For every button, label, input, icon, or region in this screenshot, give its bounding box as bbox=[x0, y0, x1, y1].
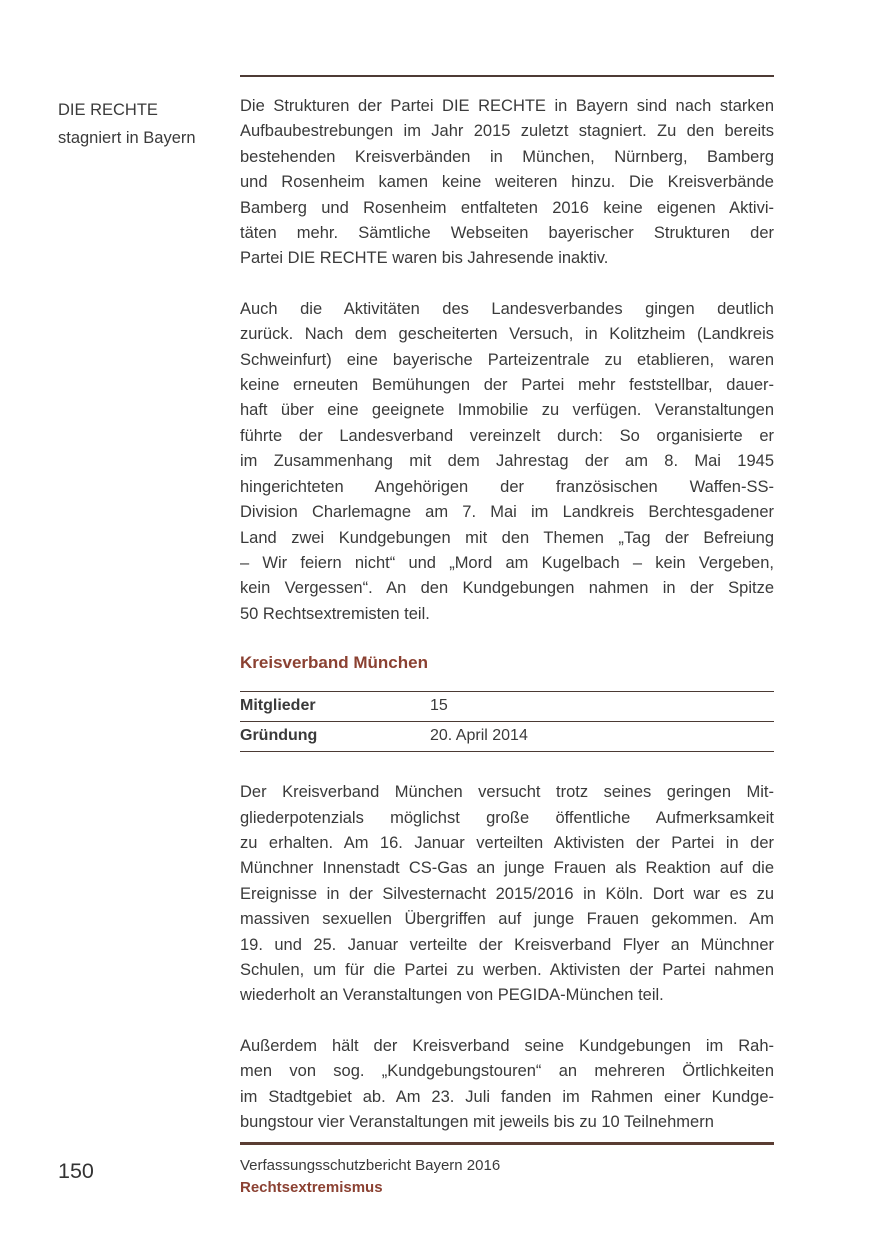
text-line: im Stadtgebiet ab. Am 23. Juli fanden im Rahmen einer Kundge- bbox=[240, 1087, 774, 1106]
text-line: men von sog. „Kundgebungstouren“ an mehreren Örtlichkeiten bbox=[240, 1062, 774, 1081]
text-line: Schweinfurt) eine bayerische Parteizentrale zu etablieren, waren bbox=[240, 350, 774, 369]
table-row-label: Mitglieder bbox=[240, 697, 316, 715]
text-line: DIE RECHTE bbox=[58, 101, 158, 119]
text-line: haft über eine geeignete Immobilie zu verfügen. Veranstaltungen bbox=[240, 401, 774, 420]
text-line: führte der Landesverband vereinzelt durch: So organisierte er bbox=[240, 426, 774, 445]
main-text-column bbox=[240, 94, 774, 1160]
text-line: keine erneuten Bemühungen der Partei mehr feststellbar, dauer- bbox=[240, 376, 774, 395]
footer-rule bbox=[240, 1142, 774, 1145]
footer-section-label: Rechtsextremismus bbox=[240, 1179, 383, 1196]
text-line: Der Kreisverband München versucht trotz seines geringen Mit- bbox=[240, 783, 774, 802]
table-row bbox=[240, 692, 774, 722]
text-line: bestehenden Kreisverbänden in München, Nürnberg, Bamberg bbox=[240, 147, 774, 166]
text-line: 50 Rechtsextremisten teil. bbox=[240, 604, 430, 623]
footer-report-title: Verfassungsschutzbericht Bayern 2016 bbox=[240, 1157, 501, 1174]
text-line: und Rosenheim kamen keine weiteren hinzu. Die Kreisverbände bbox=[240, 173, 774, 192]
paragraph bbox=[240, 1034, 774, 1136]
text-line: hingerichteten Angehörigen der französischen Waffen-SS- bbox=[240, 477, 774, 496]
text-line: Die Strukturen der Partei DIE RECHTE in Bayern sind nach starken bbox=[240, 97, 774, 115]
text-line: kein Vergessen“. An den Kundgebungen nahmen in der Spitze bbox=[240, 579, 774, 598]
text-line: Land zwei Kundgebungen mit den Themen „Tag der Befreiung bbox=[240, 528, 774, 547]
text-line: täten mehr. Sämtliche Webseiten bayerischer Strukturen der bbox=[240, 224, 774, 243]
text-line: Auch die Aktivitäten des Landesverbandes gingen deutlich bbox=[240, 299, 774, 318]
text-line: – Wir feiern nicht“ und „Mord am Kugelbach – kein Vergeben, bbox=[240, 553, 774, 572]
paragraph bbox=[240, 94, 774, 272]
text-line: Außerdem hält der Kreisverband seine Kundgebungen im Rah- bbox=[240, 1036, 774, 1055]
text-line: stagniert in Bayern bbox=[58, 129, 196, 147]
text-line: Ereignisse in der Silvesternacht 2015/2016 in Köln. Dort war es zu bbox=[240, 884, 774, 903]
text-line: im Zusammenhang mit dem Jahrestag der am 8. Mai 1945 bbox=[240, 452, 774, 471]
text-line: 19. und 25. Januar verteilte der Kreisverband Flyer an Münchner bbox=[240, 935, 774, 954]
table-row-value: 20. April 2014 bbox=[430, 727, 528, 745]
section-heading: Kreisverband München bbox=[240, 653, 428, 673]
text-line: Schulen, um für die Partei zu werben. Aktivisten der Partei nahmen bbox=[240, 960, 774, 979]
text-line: gliederpotenzials möglichst große öffentliche Aufmerksamkeit bbox=[240, 808, 774, 827]
table-row-label: Gründung bbox=[240, 727, 318, 745]
text-line: wiederholt an Veranstaltungen von PEGIDA-München teil. bbox=[240, 986, 664, 1005]
paragraph bbox=[240, 780, 774, 1009]
info-table bbox=[240, 691, 774, 752]
paragraph bbox=[240, 297, 774, 627]
table-row-value: 15 bbox=[430, 697, 448, 715]
text-line: zu erhalten. Am 16. Januar verteilten Aktivisten der Partei in der bbox=[240, 833, 774, 852]
text-line: Bamberg und Rosenheim entfalteten 2016 keine eigenen Aktivi- bbox=[240, 198, 774, 217]
table-row bbox=[240, 722, 774, 752]
text-line: Partei DIE RECHTE waren bis Jahresende inaktiv. bbox=[240, 249, 609, 268]
text-line: zurück. Nach dem gescheiterten Versuch, in Kolitzheim (Landkreis bbox=[240, 325, 774, 344]
text-line: massiven sexuellen Übergriffen auf junge Frauen gekommen. Am bbox=[240, 910, 774, 929]
footer bbox=[240, 1155, 500, 1199]
margin-note bbox=[58, 96, 230, 152]
text-line: Aufbaubestrebungen im Jahr 2015 zuletzt stagniert. Zu den bereits bbox=[240, 122, 774, 141]
top-rule bbox=[240, 75, 774, 77]
text-line: Münchner Innenstadt CS-Gas an junge Frauen als Reaktion auf die bbox=[240, 859, 774, 878]
text-line: Division Charlemagne am 7. Mai im Landkreis Berchtesgadener bbox=[240, 503, 774, 522]
page-number: 150 bbox=[58, 1159, 94, 1183]
text-line: bungstour vier Veranstaltungen mit jeweils bis zu 10 Teilnehmern bbox=[240, 1113, 714, 1131]
